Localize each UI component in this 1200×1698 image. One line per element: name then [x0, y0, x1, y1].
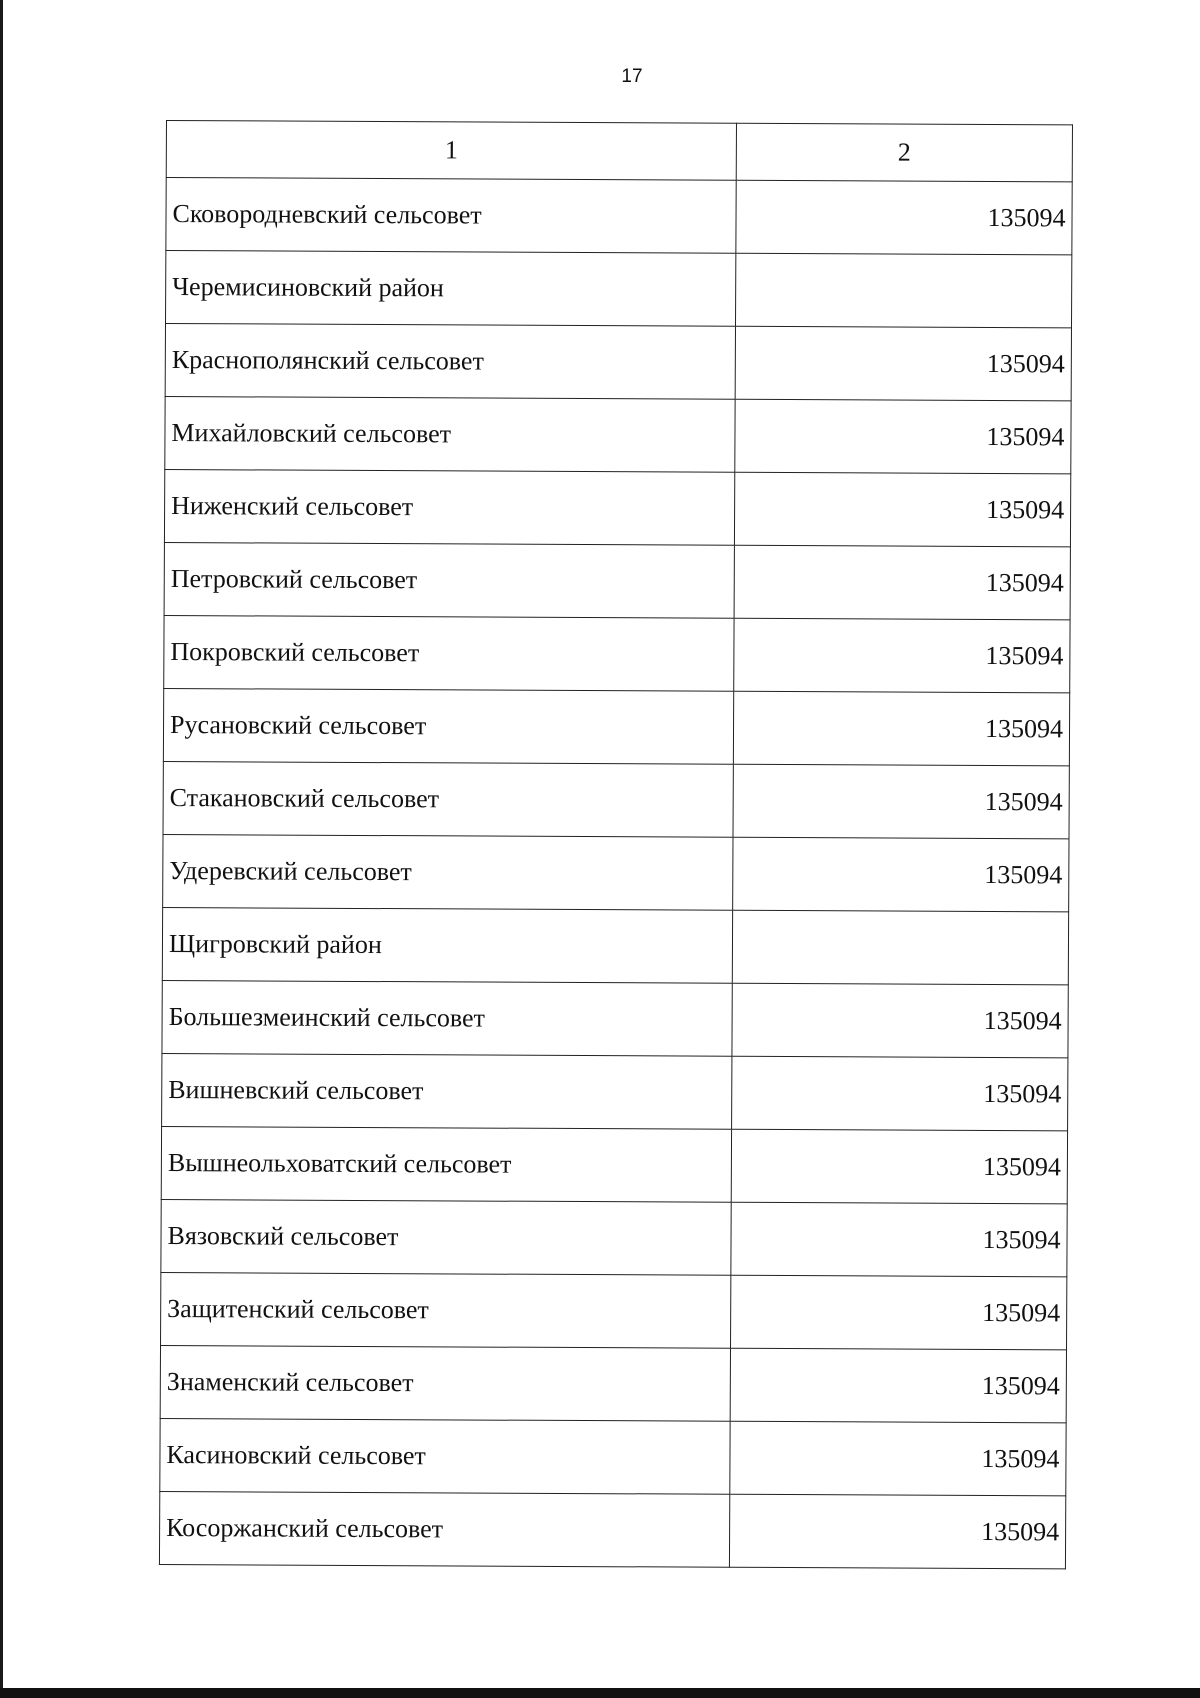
column-1-header: 1 [166, 121, 736, 181]
territory-name-cell: Михайловский сельсовет [165, 396, 735, 472]
territory-name-cell: Вишневский сельсовет [162, 1053, 732, 1129]
territory-name-cell: Щигровский район [162, 907, 732, 983]
territory-name-cell: Ниженский сельсовет [164, 469, 734, 545]
amount-cell: 135094 [733, 837, 1069, 912]
territory-name-cell: Стакановский сельсовет [163, 761, 733, 837]
table-row [162, 907, 1068, 984]
table-row [164, 469, 1070, 546]
table-row [163, 834, 1069, 911]
amount-cell: 135094 [734, 472, 1070, 547]
amount-cell: 135094 [730, 1421, 1066, 1496]
table-row [160, 1345, 1066, 1422]
amount-cell: 135094 [731, 1129, 1067, 1204]
amount-cell: 135094 [732, 983, 1068, 1058]
table-row [165, 396, 1071, 473]
table-row [165, 324, 1071, 401]
table-row [162, 980, 1068, 1057]
amount-cell [735, 253, 1071, 328]
territory-name-cell: Защитенский сельсовет [161, 1272, 731, 1348]
table-row [160, 1418, 1066, 1495]
table-header-row [166, 121, 1072, 182]
territory-name-cell: Черемисиновский район [166, 251, 736, 327]
territory-name-cell: Русановский сельсовет [163, 688, 733, 764]
amount-cell: 135094 [729, 1494, 1065, 1569]
page-number: 17 [621, 66, 643, 87]
table-row [159, 1491, 1065, 1568]
amount-cell: 135094 [735, 326, 1071, 401]
amount-cell: 135094 [733, 764, 1069, 839]
territory-name-cell: Большезмеинский сельсовет [162, 980, 732, 1056]
amount-cell: 135094 [733, 691, 1069, 766]
table-row [166, 251, 1072, 328]
table-body [159, 121, 1072, 1569]
territory-name-cell: Касиновский сельсовет [160, 1418, 730, 1494]
territory-name-cell: Покровский сельсовет [164, 615, 734, 691]
table-row [161, 1272, 1067, 1349]
territory-name-cell: Вышнеольховатский сельсовет [161, 1126, 731, 1202]
amount-cell: 135094 [730, 1348, 1066, 1423]
table-row [166, 178, 1072, 255]
table-row [164, 615, 1070, 692]
amount-cell: 135094 [736, 180, 1072, 255]
amount-cell: 135094 [734, 545, 1070, 620]
table-row [163, 688, 1069, 765]
territory-name-cell: Вязовский сельсовет [161, 1199, 731, 1275]
amount-cell [732, 910, 1068, 985]
territory-name-cell: Знаменский сельсовет [160, 1345, 730, 1421]
territory-name-cell: Сковородневский сельсовет [166, 178, 736, 254]
territory-name-cell: Краснополянский сельсовет [165, 324, 735, 400]
table-row [161, 1199, 1067, 1276]
amount-cell: 135094 [735, 399, 1071, 474]
table-row [161, 1126, 1067, 1203]
table-row [164, 542, 1070, 619]
amount-cell: 135094 [734, 618, 1070, 693]
column-2-header: 2 [736, 123, 1072, 182]
page-left-edge [0, 0, 3, 1698]
territory-name-cell: Петровский сельсовет [164, 542, 734, 618]
territory-name-cell: Удеревский сельсовет [163, 834, 733, 910]
table-row [162, 1053, 1068, 1130]
amount-cell: 135094 [731, 1275, 1067, 1350]
page-bottom-edge [0, 1688, 1200, 1698]
territory-name-cell: Косоржанский сельсовет [159, 1491, 729, 1567]
amount-cell: 135094 [731, 1202, 1067, 1277]
table-row [163, 761, 1069, 838]
allocation-table [159, 120, 1073, 1569]
amount-cell: 135094 [732, 1056, 1068, 1131]
